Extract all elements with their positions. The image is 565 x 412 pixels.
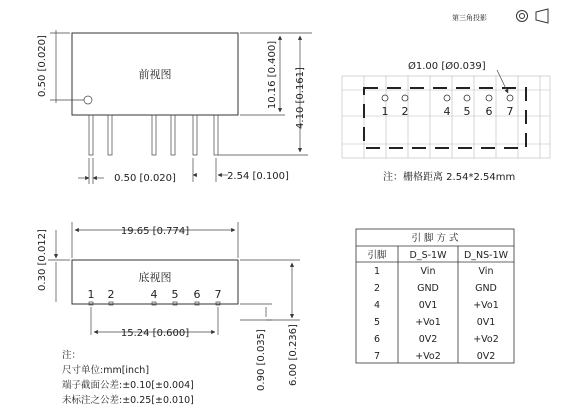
pin-table-cell: 7 xyxy=(373,351,381,362)
pin-table xyxy=(356,229,514,363)
dim-pin-pitch: 2.54 [0.100] xyxy=(227,171,289,182)
bottom-view-label: 底视图 xyxy=(138,271,172,284)
footprint-holes xyxy=(382,95,513,101)
dim-front-body: 10.16 [0.400] xyxy=(267,40,278,110)
dim-length: 19.65 [0.774] xyxy=(120,226,190,237)
svg-text:1: 1 xyxy=(87,288,95,301)
front-view-pins xyxy=(89,115,218,155)
pin-table-cell: GND xyxy=(417,283,439,294)
pin-table-cell: 2 xyxy=(373,283,381,294)
dim-pin-width: 0.50 [0.020] xyxy=(114,173,176,184)
pin-table-cell: +Vo1 xyxy=(473,300,499,311)
pin-table-cell: +Vo2 xyxy=(473,334,499,345)
svg-text:1: 1 xyxy=(381,105,389,118)
pin-table-cell: 5 xyxy=(373,317,381,328)
bottom-view-pin-numbers xyxy=(88,288,222,301)
pin-table-cell: 0V2 xyxy=(418,334,438,345)
pin-table-header: D_NS-1W xyxy=(463,250,509,261)
front-view-label: 前视图 xyxy=(138,68,172,81)
svg-text:4: 4 xyxy=(150,288,158,301)
svg-text:7: 7 xyxy=(214,288,222,301)
pin-table-cell: Vin xyxy=(420,266,436,277)
svg-text:2: 2 xyxy=(107,288,115,301)
pin-table-cell: 0V1 xyxy=(418,300,438,311)
svg-text:5: 5 xyxy=(171,288,179,301)
pin-table-header: D_S-1W xyxy=(409,250,447,261)
third-angle-projection-icon xyxy=(517,9,549,23)
dim-front-total: 4.10 [0.161] xyxy=(295,67,306,129)
svg-text:6: 6 xyxy=(485,105,493,118)
pin-table-cell: 0V2 xyxy=(476,351,496,362)
note-line: 端子截面公差:±0.10[±0.004] xyxy=(62,380,194,391)
pin-table-cell: 4 xyxy=(373,300,381,311)
footprint xyxy=(342,60,550,183)
svg-text:4: 4 xyxy=(443,105,451,118)
pin-table-cell: +Vo1 xyxy=(415,317,441,328)
pin1-marker xyxy=(84,96,92,104)
pin-table-cell: GND xyxy=(475,283,497,294)
pin-table-cell: 0V1 xyxy=(476,317,496,328)
svg-text:5: 5 xyxy=(463,105,471,118)
pin-table-header: 引脚 xyxy=(367,250,387,261)
projection-label: 第三角投影 xyxy=(452,14,487,22)
pin-table-title: 引 脚 方 式 xyxy=(411,233,459,244)
grid-note: 注：栅格距离 2.54*2.54mm xyxy=(383,172,516,183)
svg-text:2: 2 xyxy=(401,105,409,118)
note-line: 未标注之公差:±0.25[±0.010] xyxy=(62,395,194,406)
notes xyxy=(62,349,194,406)
pin-table-cell: Vin xyxy=(478,266,494,277)
dim-width: 6.00 [0.236] xyxy=(288,324,299,386)
dim-standoff: 0.90 [0.035] xyxy=(256,329,267,391)
svg-text:7: 7 xyxy=(506,105,514,118)
note-line: 尺寸单位:mm[inch] xyxy=(62,365,150,376)
front-view xyxy=(37,30,312,184)
hole-dim: Ø1.00 [Ø0.039] xyxy=(408,61,486,72)
svg-text:6: 6 xyxy=(193,288,201,301)
pin-table-cell: +Vo2 xyxy=(415,351,441,362)
pin-table-cell: 1 xyxy=(373,266,381,277)
dim-front-left: 0.50 [0.020] xyxy=(37,35,48,97)
dim-thickness: 0.30 [0.012] xyxy=(37,229,48,291)
notes-title: 注： xyxy=(62,350,82,361)
dim-pin-span: 15.24 [0.600] xyxy=(120,328,190,339)
pin-table-cell: 6 xyxy=(373,334,381,345)
